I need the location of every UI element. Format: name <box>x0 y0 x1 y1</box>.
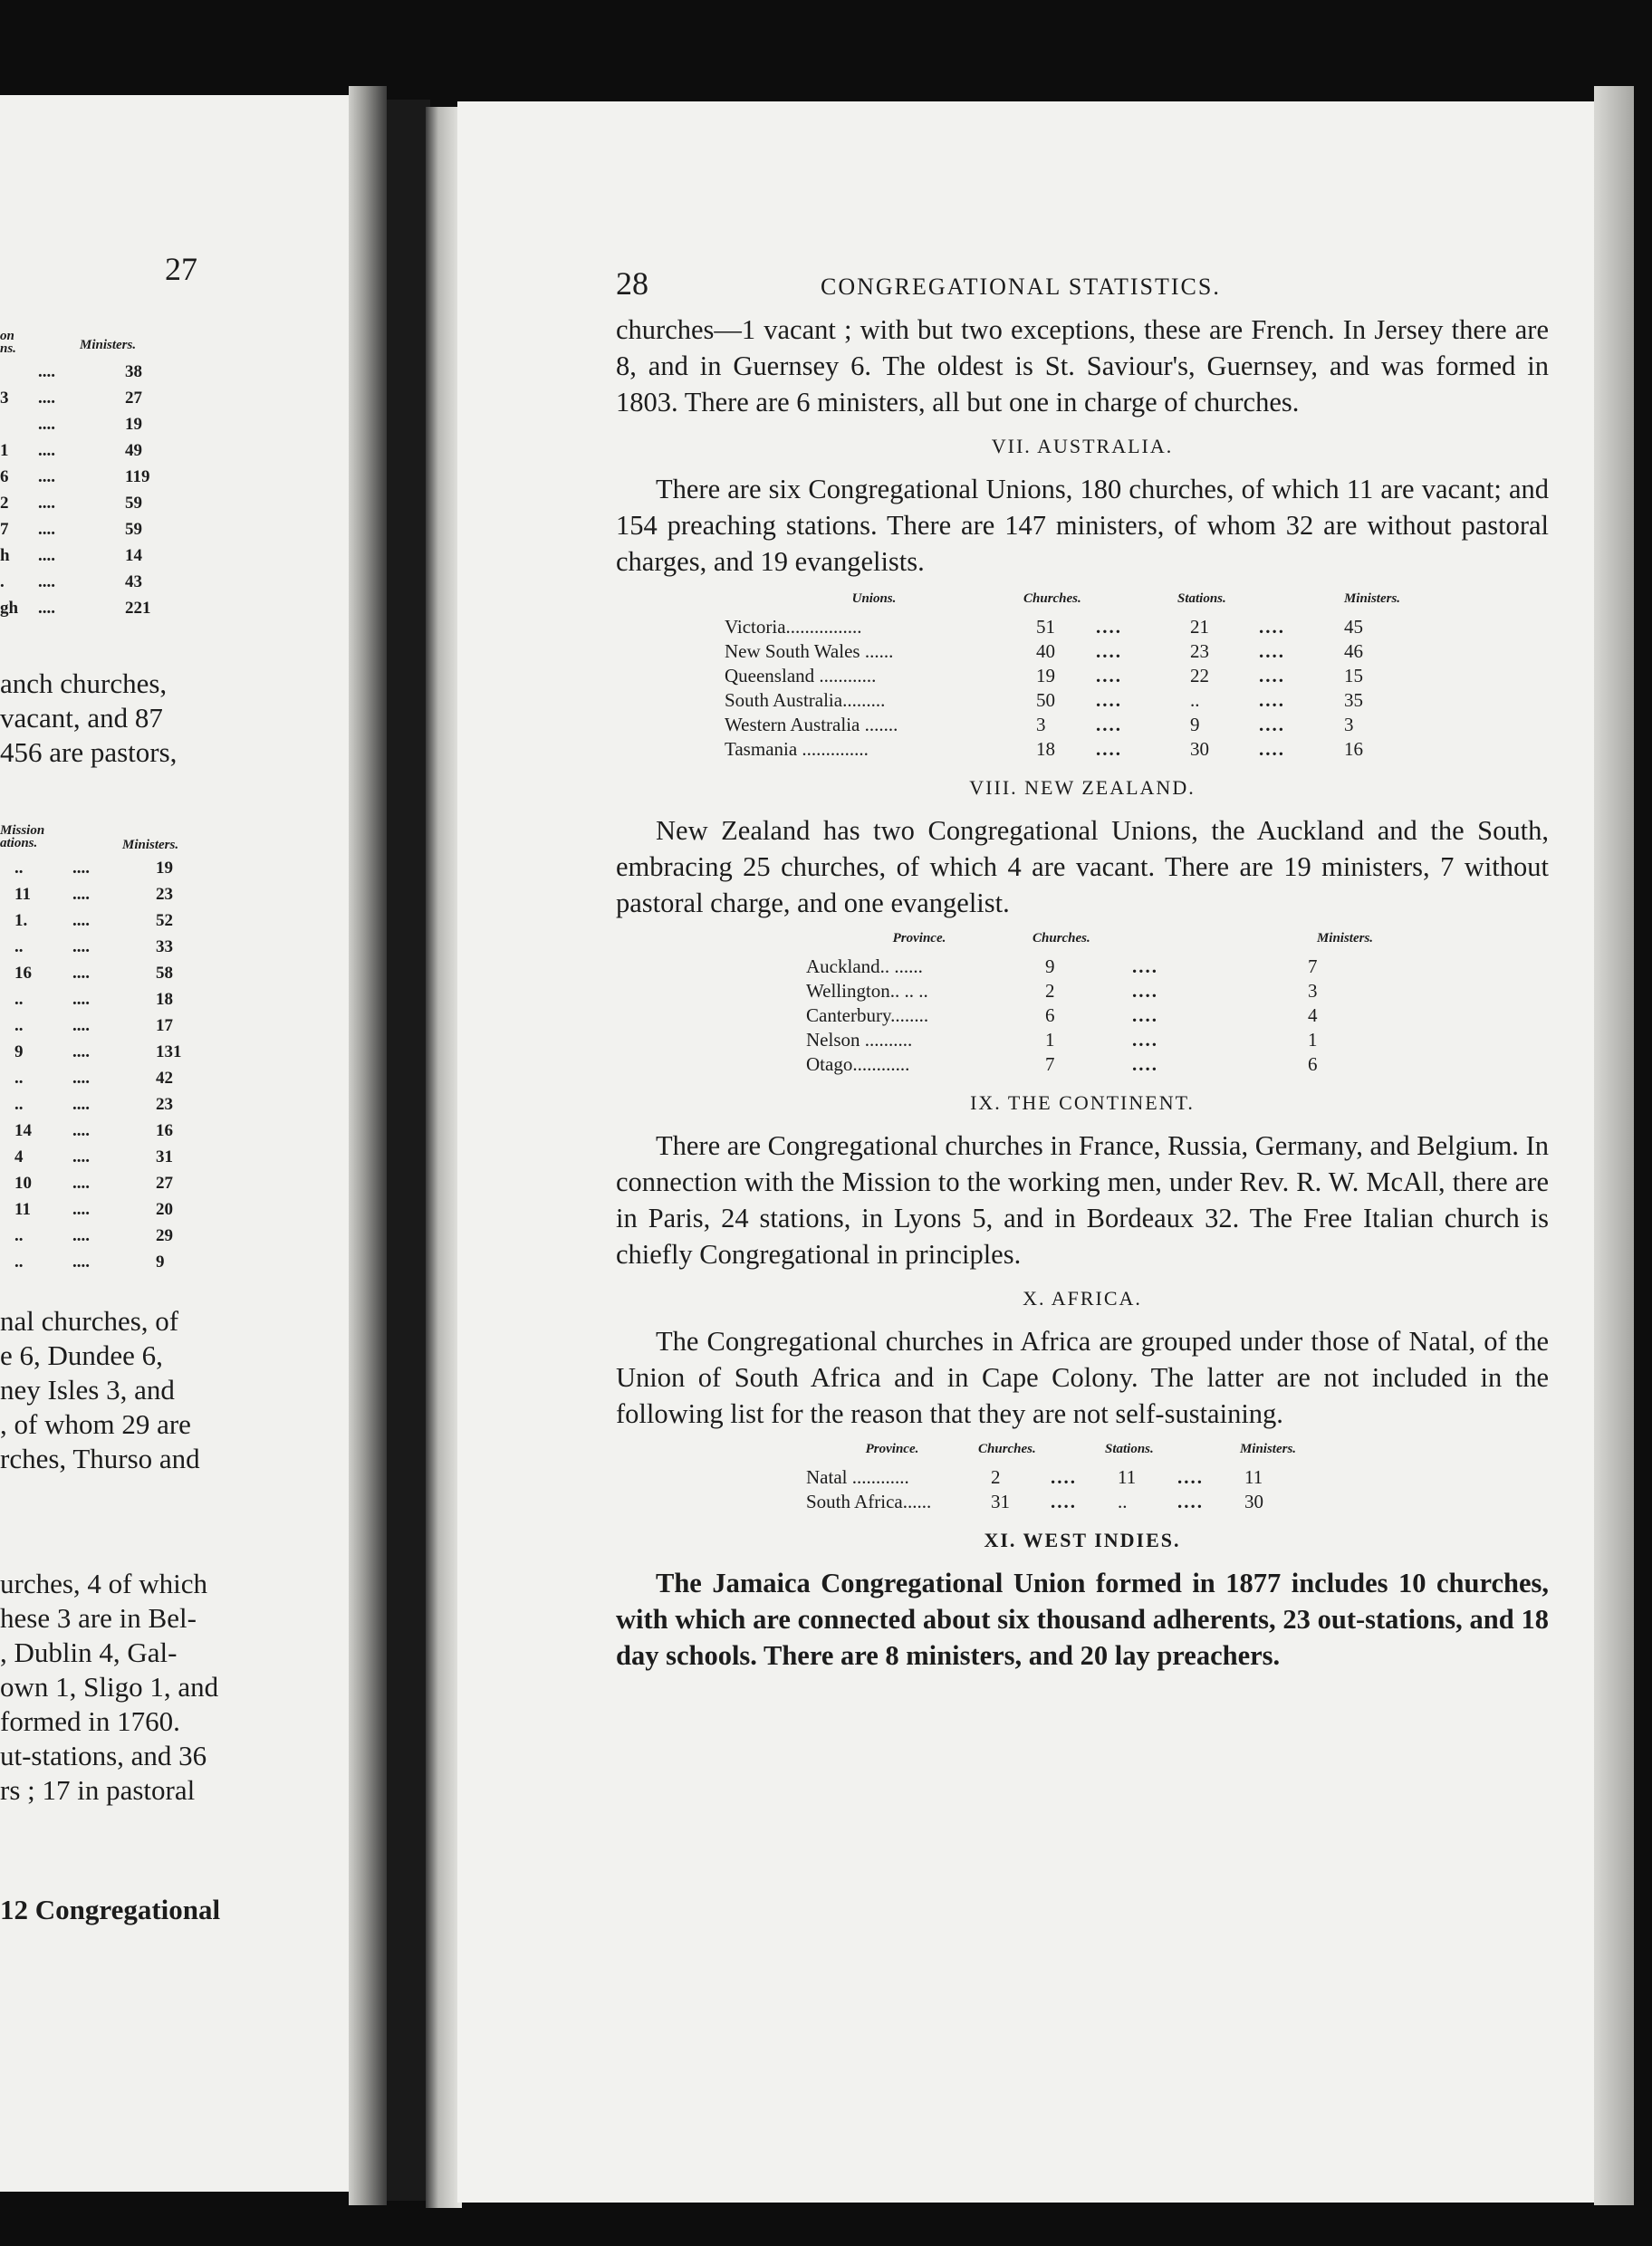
table-row <box>806 1003 1395 1028</box>
left-para-3-line-5: formed in 1760. <box>0 1705 180 1737</box>
row-churches: 1 <box>1045 1029 1055 1051</box>
intro-paragraph: churches—1 vacant ; with but two exceptions, these are French. In Jersey there are 8, and in Guernsey 6. The oldest is St. Saviour's, Guernsey, and was formed in 1803. There are 6 ministers, all but one in charge of churches. <box>616 314 1549 418</box>
left-table-2-dots: .... <box>72 1121 90 1140</box>
row-ministers: 15 <box>1344 665 1363 686</box>
left-table-1-ministers: 14 <box>125 546 142 565</box>
left-para-3-line-1: urches, 4 of which <box>0 1568 207 1599</box>
left-table-2-ministers: 58 <box>156 964 173 983</box>
left-para-2-line-1: nal churches, of <box>0 1305 179 1337</box>
right-page-edge <box>426 107 462 2208</box>
col-header-churches: Churches. <box>978 1442 1036 1456</box>
left-table-2-stations: .. <box>14 859 24 878</box>
africa-table-body <box>806 1465 1304 1514</box>
africa-paragraph: The Congregational churches in Africa are grouped under those of Natal, of the Union of South Africa and in Cape Colony. The latter are not included in the following list for the reason that they are not self-sustaining. <box>616 1326 1549 1429</box>
left-table-1-dots: .... <box>38 467 55 486</box>
running-header <box>616 264 1549 302</box>
left-table-2-stations: .. <box>14 937 24 956</box>
left-table-2-dots: .... <box>72 1253 90 1272</box>
row-stations: 9 <box>1190 714 1200 735</box>
left-table-1-ministers: 221 <box>125 599 151 618</box>
row-name: Canterbury........ <box>806 1004 929 1026</box>
left-page-number: 27 <box>165 251 197 287</box>
table-row <box>725 615 1413 639</box>
row-dots: .... <box>1096 738 1122 760</box>
new-zealand-table-body <box>806 955 1395 1077</box>
row-dots: .... <box>1177 1491 1204 1512</box>
left-table-1-dots: .... <box>38 389 55 408</box>
row-dots: .... <box>1051 1491 1077 1512</box>
left-table-1-ministers: 19 <box>125 415 142 434</box>
row-stations: .. <box>1190 689 1200 711</box>
left-table-1-dots: .... <box>38 546 55 565</box>
left-table-2-stations: .. <box>14 1069 24 1088</box>
left-header-ministers: Ministers. <box>80 338 137 352</box>
row-dots: .... <box>1132 1004 1158 1026</box>
left-table-2-dots: .... <box>72 1069 90 1088</box>
left-para-3-line-4: own 1, Sligo 1, and <box>0 1671 219 1703</box>
left-table-2-dots: .... <box>72 990 90 1009</box>
section-heading-west-indies: XI. WEST INDIES. <box>984 1529 1181 1551</box>
table-row <box>806 955 1395 979</box>
left-table-2-ministers: 52 <box>156 911 173 930</box>
row-ministers: 1 <box>1308 1029 1318 1051</box>
left-para-1-line-3: 456 are pastors, <box>0 736 178 768</box>
table-row <box>806 1490 1304 1514</box>
row-dots: .... <box>1132 1029 1158 1051</box>
row-ministers: 16 <box>1344 738 1363 760</box>
australia-paragraph: There are six Congregational Unions, 180 churches, of which 11 are vacant; and 154 preaching stations. There are 147 ministers, of whom 32 are without pastoral charges, and 19 evangelists. <box>616 474 1549 577</box>
row-churches: 2 <box>991 1466 1001 1488</box>
row-churches: 31 <box>991 1491 1010 1512</box>
row-dots: .... <box>1096 616 1122 638</box>
row-churches: 2 <box>1045 980 1055 1002</box>
row-dots: .... <box>1259 640 1285 662</box>
row-stations: 23 <box>1190 640 1209 662</box>
section-heading-australia: VII. AUSTRALIA. <box>991 435 1174 457</box>
table-row <box>725 639 1413 664</box>
left-table-2-dots: .... <box>72 911 90 930</box>
left-page-edge <box>349 86 387 2205</box>
left-table-2-ministers: 23 <box>156 885 173 904</box>
page-number: 28 <box>616 265 648 302</box>
row-churches: 18 <box>1036 738 1055 760</box>
left-table-1-ministers: 59 <box>125 494 142 513</box>
left-table-1-dots: .... <box>38 494 55 513</box>
row-name: New South Wales ...... <box>725 640 894 662</box>
row-name: Western Australia ....... <box>725 714 898 735</box>
left-table-2-ministers: 42 <box>156 1069 173 1088</box>
row-name: Natal ............ <box>806 1466 909 1488</box>
row-name: Queensland ............ <box>725 665 877 686</box>
col-header-ministers: Ministers. <box>1316 931 1374 945</box>
row-ministers: 4 <box>1308 1004 1318 1026</box>
left-table-1-fragment: 2 <box>0 494 9 513</box>
row-stations: .. <box>1118 1491 1128 1512</box>
left-table-2-stations: 1. <box>14 911 28 930</box>
row-churches: 51 <box>1036 616 1055 638</box>
row-churches: 9 <box>1045 955 1055 977</box>
continent-paragraph: There are Congregational churches in France, Russia, Germany, and Belgium. In connection with the Mission to the working men, under Rev. R. W. McAll, there are in Paris, 24 stations, in Lyons 5, and in Bordeaux 32. The Free Italian church is chiefly Congregational in principles. <box>616 1130 1549 1270</box>
left-table-2-stations: .. <box>14 1226 24 1245</box>
left-table-2-stations: 11 <box>14 1200 31 1219</box>
left-table-1-fragment: 1 <box>0 441 9 460</box>
col-header-churches: Churches. <box>1023 591 1081 606</box>
left-table-2-dots: .... <box>72 1016 90 1035</box>
left-table-2-dots: .... <box>72 1174 90 1193</box>
left-table-2-dots: .... <box>72 885 90 904</box>
row-name: Victoria................ <box>725 616 862 638</box>
left-header2-fragment-b: ations. <box>0 836 38 850</box>
section-heading-continent: IX. THE CONTINENT. <box>970 1091 1195 1114</box>
new-zealand-paragraph: New Zealand has two Congregational Unions, the Auckland and the South, embracing 25 churches, of which 4 are vacant. There are 19 ministers, 7 without pastoral charge, and one evangelist. <box>616 815 1549 918</box>
left-para-3-line-3: , Dublin 4, Gal- <box>0 1637 178 1668</box>
left-table-2-ministers: 9 <box>156 1253 165 1272</box>
left-para-3-line-7: rs ; 17 in pastoral <box>0 1774 196 1806</box>
left-table-2-stations: .. <box>14 990 24 1009</box>
left-para-3-line-6: ut-stations, and 36 <box>0 1740 207 1771</box>
left-table-2-dots: .... <box>72 1226 90 1245</box>
row-name: Otago............ <box>806 1053 910 1075</box>
left-table-2-stations: 11 <box>14 885 31 904</box>
row-name: South Australia......... <box>725 689 886 711</box>
left-para-2-line-3: ney Isles 3, and <box>0 1374 175 1406</box>
row-name: Auckland.. ...... <box>806 955 923 977</box>
left-table-2-stations: .. <box>14 1016 24 1035</box>
table-row <box>806 1052 1395 1077</box>
row-stations: 11 <box>1118 1466 1137 1488</box>
left-table-2-stations: 16 <box>14 964 32 983</box>
left-table-2-stations: 14 <box>14 1121 32 1140</box>
left-table-1-fragment: h <box>0 546 10 565</box>
table-row <box>725 713 1413 737</box>
table-row <box>725 664 1413 688</box>
left-table-1-ministers: 43 <box>125 572 142 591</box>
row-ministers: 45 <box>1344 616 1363 638</box>
left-table-1-dots: .... <box>38 572 55 591</box>
left-table-1-ministers: 38 <box>125 362 142 381</box>
australia-table-body <box>725 615 1413 762</box>
page-content <box>616 264 1549 1674</box>
row-ministers: 30 <box>1244 1491 1263 1512</box>
left-header-fragment-a: on <box>0 329 14 343</box>
book-gutter <box>387 100 430 2201</box>
row-dots: .... <box>1132 980 1158 1002</box>
row-dots: .... <box>1096 665 1122 686</box>
row-churches: 6 <box>1045 1004 1055 1026</box>
row-ministers: 35 <box>1344 689 1363 711</box>
left-table-1-fragment: . <box>0 572 5 591</box>
row-churches: 19 <box>1036 665 1055 686</box>
table-row <box>806 1465 1304 1490</box>
right-fore-edge <box>1594 86 1634 2205</box>
row-ministers: 3 <box>1344 714 1354 735</box>
africa-table <box>806 1437 1304 1514</box>
left-table-1-dots: .... <box>38 599 55 618</box>
left-table-2-dots: .... <box>72 859 90 878</box>
left-table-1-ministers: 59 <box>125 520 142 539</box>
left-table-1-fragment: 7 <box>0 520 9 539</box>
row-dots: .... <box>1259 689 1285 711</box>
row-stations: 30 <box>1190 738 1209 760</box>
left-para-1-line-1: anch churches, <box>0 667 168 699</box>
table-row <box>725 688 1413 713</box>
left-header-fragment-b: ns. <box>0 341 16 356</box>
col-header-stations: Stations. <box>1177 591 1226 606</box>
section-heading-africa: X. AFRICA. <box>1023 1287 1142 1310</box>
row-dots: .... <box>1096 689 1122 711</box>
left-table-2-ministers: 33 <box>156 937 173 956</box>
row-name: South Africa...... <box>806 1491 932 1512</box>
left-table-2-ministers: 31 <box>156 1147 173 1166</box>
left-table-2-dots: .... <box>72 1095 90 1114</box>
left-header2-fragment-a: Mission <box>0 823 45 838</box>
col-header-unions: Unions. <box>851 591 897 606</box>
west-indies-paragraph: The Jamaica Congregational Union formed in 1877 includes 10 churches, with which are connected about six thousand adherents, 23 out-stations, and 18 day schools. There are 8 ministers, and 20 lay preachers. <box>616 1568 1549 1671</box>
row-dots: .... <box>1132 955 1158 977</box>
left-header2-ministers: Ministers. <box>122 838 179 852</box>
left-table-1-ministers: 119 <box>125 467 150 486</box>
left-table-2-ministers: 20 <box>156 1200 173 1219</box>
row-dots: .... <box>1259 714 1285 735</box>
row-dots: .... <box>1132 1053 1158 1075</box>
row-dots: .... <box>1259 738 1285 760</box>
row-name: Tasmania .............. <box>725 738 869 760</box>
section-heading-new-zealand: VIII. NEW ZEALAND. <box>969 776 1196 799</box>
left-para-3-line-2: hese 3 are in Bel- <box>0 1602 197 1634</box>
left-table-2-stations: 4 <box>14 1147 24 1166</box>
left-table-2-ministers: 27 <box>156 1174 173 1193</box>
table-row <box>806 1028 1395 1052</box>
row-dots: .... <box>1259 616 1285 638</box>
left-table-2-ministers: 16 <box>156 1121 173 1140</box>
left-para-2-line-2: e 6, Dundee 6, <box>0 1339 163 1371</box>
col-header-stations: Stations. <box>1105 1442 1154 1456</box>
left-table-1-ministers: 27 <box>125 389 142 408</box>
left-para-2-line-5: rches, Thurso and <box>0 1443 200 1474</box>
row-ministers: 6 <box>1308 1053 1318 1075</box>
left-table-2-ministers: 23 <box>156 1095 173 1114</box>
left-table-2-ministers: 131 <box>156 1042 182 1061</box>
col-header-province: Province. <box>865 1442 919 1456</box>
left-table-2-dots: .... <box>72 1200 90 1219</box>
left-table-1-dots: .... <box>38 441 55 460</box>
left-para-1-line-2: vacant, and 87 <box>0 702 163 734</box>
left-table-2-stations: 10 <box>14 1174 32 1193</box>
row-churches: 3 <box>1036 714 1046 735</box>
row-ministers: 3 <box>1308 980 1318 1002</box>
left-table-2-dots: .... <box>72 1147 90 1166</box>
table-row <box>806 979 1395 1003</box>
row-name: Wellington.. .. .. <box>806 980 928 1002</box>
col-header-ministers: Ministers. <box>1343 591 1401 606</box>
left-table-1-dots: .... <box>38 415 55 434</box>
col-header-province: Province. <box>892 931 946 945</box>
row-name: Nelson .......... <box>806 1029 913 1051</box>
table-row <box>725 737 1413 762</box>
row-dots: .... <box>1177 1466 1204 1488</box>
row-churches: 50 <box>1036 689 1055 711</box>
row-churches: 7 <box>1045 1053 1055 1075</box>
row-ministers: 7 <box>1308 955 1318 977</box>
left-table-2-ministers: 18 <box>156 990 173 1009</box>
left-para-2-line-4: , of whom 29 are <box>0 1408 191 1440</box>
left-table-1-dots: .... <box>38 362 55 381</box>
new-zealand-table <box>806 926 1395 1077</box>
running-title: CONGREGATIONAL STATISTICS. <box>821 274 1221 300</box>
col-header-churches: Churches. <box>1032 931 1090 945</box>
row-dots: .... <box>1051 1466 1077 1488</box>
row-stations: 21 <box>1190 616 1209 638</box>
left-table-1-dots: .... <box>38 520 55 539</box>
left-table-2-stations: .. <box>14 1095 24 1114</box>
left-table-2-stations: .. <box>14 1253 24 1272</box>
left-table-2-dots: .... <box>72 1042 90 1061</box>
left-table-2-dots: .... <box>72 937 90 956</box>
left-table-2-ministers: 29 <box>156 1226 173 1245</box>
row-ministers: 46 <box>1344 640 1363 662</box>
left-bottom-line: 12 Congregational <box>0 1894 221 1925</box>
left-table-2-ministers: 17 <box>156 1016 173 1035</box>
left-table-2-stations: 9 <box>14 1042 24 1061</box>
row-dots: .... <box>1259 665 1285 686</box>
row-dots: .... <box>1096 640 1122 662</box>
left-table-1-ministers: 49 <box>125 441 142 460</box>
left-table-1-fragment: 6 <box>0 467 9 486</box>
left-table-1-fragment: gh <box>0 599 19 618</box>
australia-table <box>725 587 1413 762</box>
row-churches: 40 <box>1036 640 1055 662</box>
left-table-1-fragment: 3 <box>0 389 9 408</box>
col-header-ministers: Ministers. <box>1239 1442 1297 1456</box>
row-stations: 22 <box>1190 665 1209 686</box>
row-dots: .... <box>1096 714 1122 735</box>
row-ministers: 11 <box>1244 1466 1263 1488</box>
left-table-2-ministers: 19 <box>156 859 173 878</box>
left-table-2-dots: .... <box>72 964 90 983</box>
